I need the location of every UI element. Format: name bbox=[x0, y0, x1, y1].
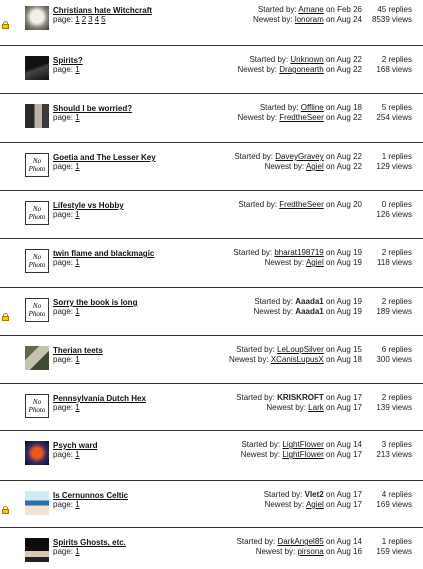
page-link[interactable]: 1 bbox=[75, 355, 80, 364]
page-links bbox=[53, 210, 82, 219]
user-avatar[interactable] bbox=[25, 538, 49, 562]
no-photo-label: No bbox=[32, 205, 42, 213]
page-link[interactable]: 2 bbox=[81, 15, 87, 24]
no-photo-avatar[interactable] bbox=[25, 298, 49, 322]
newest-by-line: Newest by: Dragonearth on Aug 22 bbox=[237, 65, 362, 74]
no-photo-label: No bbox=[32, 253, 42, 261]
page-label: page: bbox=[53, 162, 76, 171]
page-link[interactable]: 4 bbox=[94, 15, 100, 24]
page-link[interactable]: 1 bbox=[75, 210, 80, 219]
username-link[interactable]: Vlet2 bbox=[304, 490, 324, 499]
reply-count: 2 replies bbox=[381, 248, 412, 257]
thread-title-link[interactable]: Spirits? bbox=[53, 56, 83, 65]
thread-row bbox=[0, 480, 423, 528]
thread-title-link[interactable]: Psych ward bbox=[53, 441, 98, 450]
user-avatar[interactable] bbox=[25, 104, 49, 128]
username-link[interactable]: lonoram bbox=[294, 15, 324, 24]
thread-row bbox=[0, 0, 423, 45]
thread-stats bbox=[360, 297, 412, 317]
username-link[interactable]: KRISKROFT bbox=[277, 393, 324, 402]
page-link[interactable]: 1 bbox=[75, 258, 80, 267]
no-photo-label: Photo bbox=[28, 261, 46, 269]
thread-stats bbox=[360, 103, 412, 123]
thread-info bbox=[170, 152, 362, 172]
started-by-line: Started by: Unknown on Aug 22 bbox=[249, 55, 362, 64]
thread-info bbox=[170, 345, 362, 365]
username-link[interactable]: Agiel bbox=[305, 500, 324, 509]
view-count: 300 views bbox=[376, 355, 412, 364]
user-avatar[interactable] bbox=[25, 56, 49, 80]
no-photo-label: Photo bbox=[28, 213, 46, 221]
page-link[interactable]: 1 bbox=[75, 450, 80, 459]
newest-by-line: Newest by: Agiel on Aug 17 bbox=[264, 500, 362, 509]
view-count: 139 views bbox=[376, 403, 412, 412]
page-label: page: bbox=[53, 403, 76, 412]
thread-info bbox=[170, 55, 362, 75]
started-by-line: Started by: DaveyGravey on Aug 22 bbox=[234, 152, 362, 161]
reply-count: 4 replies bbox=[381, 490, 412, 499]
reply-count: 2 replies bbox=[381, 393, 412, 402]
view-count: 189 views bbox=[376, 307, 412, 316]
thread-info bbox=[170, 440, 362, 460]
newest-by-line: Newest by: Agiel on Aug 19 bbox=[264, 258, 362, 267]
view-count: 118 views bbox=[377, 258, 412, 267]
thread-title-link[interactable]: Pennsylvania Dutch Hex bbox=[53, 394, 146, 403]
username-link[interactable]: DaveyGravey bbox=[275, 152, 324, 161]
thread-title-link[interactable]: Spirits Ghosts, etc. bbox=[53, 538, 126, 547]
page-label: page: bbox=[53, 500, 76, 509]
username-link[interactable]: FredtheSeer bbox=[279, 200, 324, 209]
thread-row bbox=[0, 527, 423, 569]
reply-count: 6 replies bbox=[381, 345, 412, 354]
page-link[interactable]: 1 bbox=[75, 15, 80, 24]
thread-stats bbox=[360, 152, 412, 172]
started-by-line: Started by: Offline on Aug 18 bbox=[259, 103, 362, 112]
page-label: page: bbox=[53, 450, 76, 459]
username-link[interactable]: XCanisLupusX bbox=[270, 355, 324, 364]
username-link[interactable]: Lark bbox=[308, 403, 324, 412]
page-link[interactable]: 1 bbox=[75, 547, 80, 556]
page-links bbox=[53, 15, 108, 24]
started-by-line: Started by: LightFlower on Aug 14 bbox=[241, 440, 362, 449]
thread-title-link[interactable]: Christians hate Witchcraft bbox=[53, 6, 153, 15]
started-by-line: Started by: FredtheSeer on Aug 20 bbox=[238, 200, 362, 209]
page-link[interactable]: 5 bbox=[101, 15, 106, 24]
no-photo-avatar[interactable] bbox=[25, 249, 49, 273]
no-photo-avatar[interactable] bbox=[25, 201, 49, 225]
thread-stats bbox=[360, 345, 412, 365]
username-link[interactable]: Dragonearth bbox=[279, 65, 324, 74]
thread-title-link[interactable]: Goetia and The Lesser Key bbox=[53, 153, 156, 162]
lock-icon bbox=[2, 506, 9, 514]
thread-info bbox=[170, 297, 362, 317]
page-link[interactable]: 1 bbox=[75, 162, 80, 171]
page-links bbox=[53, 547, 82, 556]
page-label: page: bbox=[53, 355, 76, 364]
view-count: 254 views bbox=[376, 113, 412, 122]
user-avatar[interactable] bbox=[25, 491, 49, 515]
username-link[interactable]: FredtheSeer bbox=[279, 113, 324, 122]
view-count: 168 views bbox=[376, 65, 412, 74]
thread-row bbox=[0, 383, 423, 431]
page-label: page: bbox=[53, 258, 76, 267]
username-link[interactable]: Agiel bbox=[305, 162, 324, 171]
username-link[interactable]: Aaada1 bbox=[295, 297, 324, 306]
page-link[interactable]: 1 bbox=[75, 113, 80, 122]
username-link[interactable]: Agiel bbox=[305, 258, 324, 267]
thread-stats bbox=[360, 248, 412, 268]
thread-stats bbox=[360, 537, 412, 557]
newest-by-line: Newest by: FredtheSeer on Aug 22 bbox=[237, 113, 362, 122]
no-photo-label: No bbox=[32, 157, 42, 165]
thread-title-link[interactable]: Should I be worried? bbox=[53, 104, 133, 113]
view-count: 213 views bbox=[376, 450, 412, 459]
reply-count: 1 replies bbox=[381, 152, 412, 161]
page-links bbox=[53, 355, 82, 364]
username-link[interactable]: LightFlower bbox=[282, 440, 324, 449]
reply-count: 45 replies bbox=[377, 5, 412, 14]
thread-info bbox=[170, 200, 362, 210]
newest-by-line: Newest by: lonoram on Aug 24 bbox=[253, 15, 362, 24]
page-link[interactable]: 3 bbox=[88, 15, 93, 24]
thread-info bbox=[170, 5, 362, 25]
no-photo-label: Photo bbox=[28, 165, 46, 173]
newest-by-line: Newest by: LightFlower on Aug 17 bbox=[240, 450, 362, 459]
reply-count: 1 replies bbox=[381, 537, 412, 546]
page-link[interactable]: 1 bbox=[75, 307, 80, 316]
page-label: page: bbox=[53, 547, 76, 556]
page-links bbox=[53, 258, 82, 267]
page-label: page: bbox=[53, 113, 76, 122]
username-link[interactable]: Aaada1 bbox=[295, 307, 324, 316]
thread-row bbox=[0, 142, 423, 191]
page-link[interactable]: 1 bbox=[75, 403, 80, 412]
username-link[interactable]: Amane bbox=[298, 5, 324, 14]
started-by-line: Started by: Aaada1 on Aug 19 bbox=[254, 297, 362, 306]
thread-row bbox=[0, 190, 423, 239]
user-avatar[interactable] bbox=[25, 441, 49, 465]
thread-stats bbox=[360, 490, 412, 510]
newest-by-line: Newest by: Aaada1 on Aug 19 bbox=[253, 307, 362, 316]
thread-row bbox=[0, 45, 423, 94]
thread-stats bbox=[360, 5, 412, 25]
thread-title-link[interactable]: twin flame and blackmagic bbox=[53, 249, 155, 258]
thread-row bbox=[0, 335, 423, 384]
thread-info bbox=[170, 490, 362, 510]
thread-row bbox=[0, 93, 423, 143]
started-by-line: Started by: Vlet2 on Aug 17 bbox=[263, 490, 362, 499]
started-by-line: Started by: KRISKROFT on Aug 17 bbox=[236, 393, 362, 402]
thread-title-link[interactable]: Lifestyle vs Hobby bbox=[53, 201, 124, 210]
view-count: 129 views bbox=[376, 162, 412, 171]
thread-stats bbox=[360, 200, 412, 220]
user-avatar[interactable] bbox=[25, 6, 49, 30]
thread-info bbox=[170, 248, 362, 268]
reply-count: 2 replies bbox=[381, 297, 412, 306]
thread-stats bbox=[360, 55, 412, 75]
page-label: page: bbox=[53, 65, 76, 74]
newest-by-line: Newest by: XCanisLupusX on Aug 18 bbox=[229, 355, 362, 364]
started-by-line: Started by: DarkAngel85 on Aug 14 bbox=[236, 537, 362, 546]
reply-count: 0 replies bbox=[381, 200, 412, 209]
page-links bbox=[53, 403, 82, 412]
username-link[interactable]: LightFlower bbox=[282, 450, 324, 459]
page-links bbox=[53, 113, 82, 122]
page-label: page: bbox=[53, 307, 76, 316]
page-label: page: bbox=[53, 210, 76, 219]
no-photo-label: No bbox=[32, 302, 42, 310]
lock-icon bbox=[2, 313, 9, 321]
no-photo-label: Photo bbox=[28, 310, 46, 318]
thread-row bbox=[0, 287, 423, 336]
page-link[interactable]: 1 bbox=[75, 65, 80, 74]
thread-row bbox=[0, 430, 423, 481]
page-links bbox=[53, 450, 82, 459]
lock-icon bbox=[2, 21, 9, 29]
no-photo-label: Photo bbox=[28, 406, 46, 414]
view-count: 126 views bbox=[376, 210, 412, 219]
no-photo-avatar[interactable] bbox=[25, 394, 49, 418]
no-photo-label: No bbox=[32, 398, 42, 406]
page-links bbox=[53, 500, 82, 509]
username-link[interactable]: LeLoupSilver bbox=[277, 345, 324, 354]
username-link[interactable]: pirsona bbox=[297, 547, 324, 556]
page-label: page: bbox=[53, 15, 76, 24]
reply-count: 5 replies bbox=[381, 103, 412, 112]
no-photo-avatar[interactable] bbox=[25, 153, 49, 177]
page-links bbox=[53, 307, 82, 316]
newest-by-line: Newest by: Lark on Aug 17 bbox=[266, 403, 362, 412]
reply-count: 3 replies bbox=[381, 440, 412, 449]
thread-info bbox=[170, 393, 362, 413]
thread-info bbox=[170, 103, 362, 123]
newest-by-line: Newest by: Agiel on Aug 22 bbox=[264, 162, 362, 171]
username-link[interactable]: Offline bbox=[300, 103, 324, 112]
view-count: 159 views bbox=[376, 547, 412, 556]
view-count: 8539 views bbox=[371, 15, 412, 24]
thread-title-link[interactable]: Is Cernunnos Celtic bbox=[53, 491, 129, 500]
username-link[interactable]: Unknown bbox=[290, 55, 324, 64]
thread-title-link[interactable]: Therian teets bbox=[53, 346, 103, 355]
thread-stats bbox=[360, 440, 412, 460]
reply-count: 2 replies bbox=[381, 55, 412, 64]
thread-info bbox=[170, 537, 362, 557]
user-avatar[interactable] bbox=[25, 346, 49, 370]
page-links bbox=[53, 65, 82, 74]
started-by-line: Started by: LeLoupSilver on Aug 15 bbox=[236, 345, 362, 354]
started-by-line: Started by: Amane on Feb 26 bbox=[257, 5, 362, 14]
username-link[interactable]: DarkAngel85 bbox=[277, 537, 324, 546]
page-link[interactable]: 1 bbox=[75, 500, 80, 509]
thread-stats bbox=[360, 393, 412, 413]
thread-title-link[interactable]: Sorry the book is long bbox=[53, 298, 138, 307]
newest-by-line: Newest by: pirsona on Aug 16 bbox=[255, 547, 362, 556]
started-by-line: Started by: bharat198719 on Aug 19 bbox=[233, 248, 362, 257]
username-link[interactable]: bharat198719 bbox=[274, 248, 324, 257]
thread-row bbox=[0, 238, 423, 288]
view-count: 169 views bbox=[376, 500, 412, 509]
page-links bbox=[53, 162, 82, 171]
